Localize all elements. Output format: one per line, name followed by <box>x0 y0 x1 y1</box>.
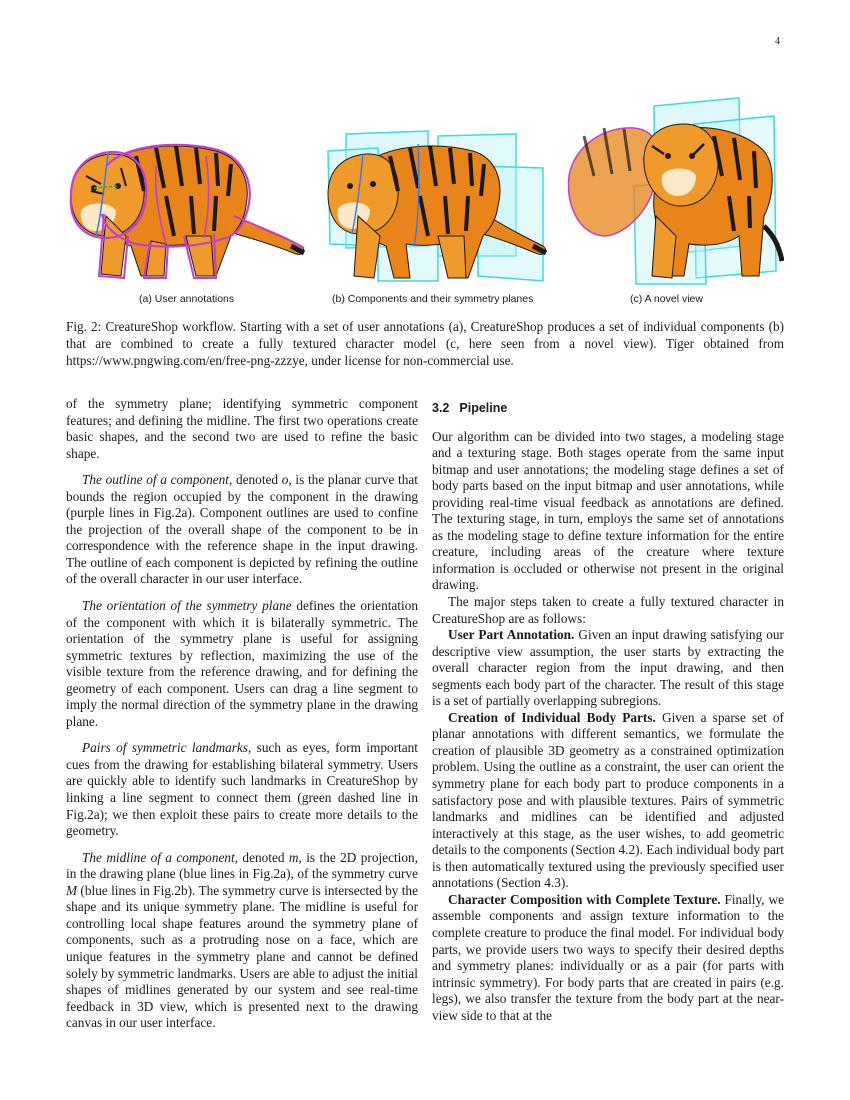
paragraph-orientation <box>66 598 418 730</box>
paragraph-outline <box>66 472 418 588</box>
paragraph: The major steps taken to create a fully textured character in CreatureShop are as follows: <box>432 594 784 626</box>
tiger-components-image <box>318 96 550 286</box>
term-landmarks: Pairs of symmetric landmarks <box>82 740 248 756</box>
section-title: Pipeline <box>459 401 508 415</box>
term-midline: The midline of a component <box>82 849 235 865</box>
term-orientation: The orientation of the symmetry plane <box>82 598 292 614</box>
paragraph-user-part-annotation <box>432 627 784 710</box>
variable-o: o <box>281 472 289 488</box>
subcaption-c: (c) A novel view <box>630 293 703 305</box>
variable-m: m <box>288 849 299 865</box>
text: , denoted <box>228 472 282 488</box>
paragraph: of the symmetry plane; identifying symmetric component features; and defining the midline. The first two operations create basic shapes, and the second two are used to refine the basic shape. <box>66 396 418 461</box>
text: , is the 2D projection, in the drawing plane (blue lines in Fig.2a), of the symmetry curve <box>66 849 418 882</box>
paragraph-composition <box>432 892 784 1024</box>
subcaption-b: (b) Components and their symmetry planes <box>332 293 534 305</box>
figure-panel-c <box>564 96 784 286</box>
figure-panel-a <box>66 96 311 286</box>
text: Given a sparse set of planar annotations with different semantics, we formulate the creation of plausible 3D geometry as a constrained optimization problem. Using the outline as a constraint, the user can orient the symmetry plane for each body part to produce components in a satisfactory pose and with plausible textures. Pairs of symmetric landmarks and midlines can be identified and adjusted interactively at this stage, as the user wishes, to add geometric details to the components (Section 4.2). Each individual body part is then automatically textured using the previously specified user annotations (Section 4.3). <box>432 709 784 891</box>
section-heading <box>432 400 784 417</box>
term-outline: The outline of a component <box>82 472 229 488</box>
text: , such as eyes, form important cues from the drawing for establishing bilateral symmetry. Users are quickly able to identify such landmarks in CreatureShop by linking a line segment to connect them (green dashed line in Fig.2a); we then exploit these pairs to create more details to the geometry. <box>66 740 418 839</box>
tiger-annotated-image <box>66 96 311 286</box>
section-number: 3.2 <box>432 401 450 415</box>
text: Given an input drawing satisfying our descriptive view assumption, the user starts by extracting the overall character region from the input drawing, and then segments each body part of the character. The result of this stage is a set of partially overlapping subregions. <box>432 627 784 709</box>
paragraph-landmarks <box>66 740 418 839</box>
text: (blue lines in Fig.2b). The symmetry curve is intersected by the shape and its unique symmetry plane. The midline is useful for controlling local shape features around the symmetry plane of components, such as a protruding nose on a face, which are unique features in the symmetry plane and cannot be defined solely by symmetric landmarks. Users are able to adjust the initial shapes of midlines generated by our system and see real-time feedback in 3D view, which is presented next to the drawing canvas in our user interface. <box>66 882 418 1031</box>
run-in-heading: User Part Annotation. <box>448 627 575 643</box>
paragraph-midline <box>66 850 418 1032</box>
run-in-heading: Character Composition with Complete Texture. <box>448 891 721 907</box>
text: , denoted <box>234 849 289 865</box>
tiger-novel-view-image <box>564 96 784 286</box>
paragraph: Our algorithm can be divided into two stages, a modeling stage and a texturing stage. Both stages operate from the same input bitmap and user annotations; the modeling stage defines a set of body parts based on the input bitmap and user annotations, while providing real-time visual feedback as annotations are defined. The texturing stage, in turn, employs the same set of annotations as the modeling stage to define texture information for the entire creature, including areas of the creature where texture information is occluded or otherwise not present in the original drawing. <box>432 428 784 593</box>
text: , is the planar curve that bounds the region occupied by the component in the drawing (purple lines in Fig.2a). Component outlines are used to confine the projection of the overall shape of the component to be in correspondence with the reference shape in the input drawing. The outline of each component is depicted by refining the outline of the overall character in our user interface. <box>66 472 418 587</box>
figure-panel-b <box>318 96 550 286</box>
run-in-heading: Creation of Individual Body Parts. <box>448 709 656 725</box>
figure-caption: Fig. 2: CreatureShop workflow. Starting with a set of user annotations (a), CreatureShop produces a set of individual components (b) that are combined to create a fully textured character model (c, here seen from a novel view). Tiger obtained from https://www.pngwing.com/en/free-png-zzzye, under license for non-commercial use. <box>66 319 784 368</box>
variable-M: M <box>66 882 78 898</box>
text: defines the orientation of the component with which it is bilaterally symmetric. The orientation of the symmetry plane is useful for assigning symmetric textures by reflection, maximizing the use of the visible texture from the reference drawing, and for defining the geometry of each component. Users can drag a line segment to imply the normal direction of the symmetry plane in the drawing plane. <box>66 598 418 729</box>
left-column <box>66 396 418 1042</box>
paragraph-body-parts <box>432 710 784 892</box>
figure-2 <box>66 96 784 286</box>
right-column <box>432 396 784 1024</box>
subcaption-a: (a) User annotations <box>139 293 235 305</box>
page-number: 4 <box>775 36 780 47</box>
text: Finally, we assemble components and assign texture information to the complete creature to produce the final model. For individual body parts, we provide users two ways to specify their desired depths and symmetry planes: individually or as a pair (for parts with intrinsic symmetry). For body parts that are created in pairs (e.g. legs), we also transfer the texture from the body part at the near-view side to that at the <box>432 891 784 1023</box>
